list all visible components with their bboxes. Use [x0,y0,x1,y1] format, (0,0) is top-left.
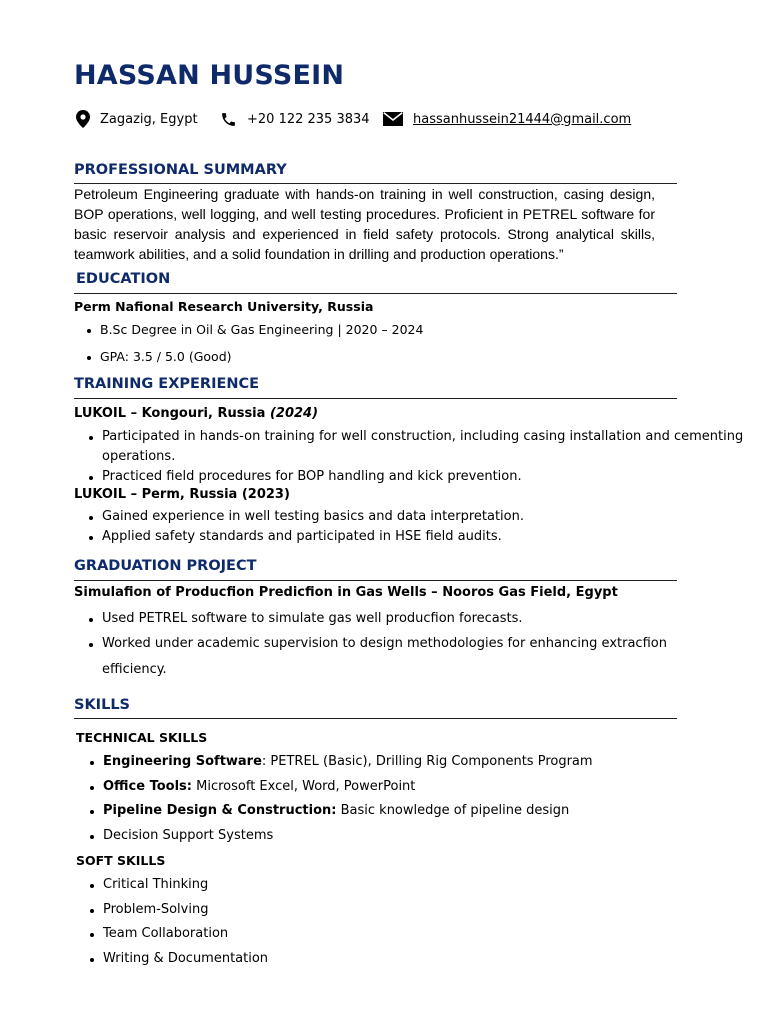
training-divider [74,398,677,399]
skill-label: Office Tools: [103,778,192,794]
list-item [87,801,593,821]
location-text: Zagazig, Egypt [100,111,198,127]
project-list [86,609,667,654]
summary-text: Petroleum Engineering graduate with hands-on training in well construction, casing design, BOP operations, well logging, and well testing procedures. Proficient in PETREL software for basic reservoir analysis and experienced in field safety protocols. Strong analytical skills, teamwork abilities, and a solid foundation in drilling and production operations.” [74,186,655,262]
training-list-1 [86,427,743,447]
skill-value: Microsoft Excel, Word, PowerPoint [192,778,416,794]
list-item: Gained experience in well testing basics and data interpretation. [86,507,524,527]
training-heading: TRAINING EXPERIENCE [74,376,260,392]
contact-phone [220,109,370,129]
skills-heading: SKILLS [74,697,130,713]
list-item: Practiced field procedures for BOP handling and kick prevention. [86,467,522,487]
education-institution: Perm Nafional Research University, Russia [74,299,374,314]
soft-skills-list [87,875,268,969]
email-link[interactable]: hassanhussein21444@gmail.com [413,111,632,127]
list-item: Team Collaboration [87,924,268,944]
training-org-1-name: LUKOIL – Kongouri, Russia [74,406,270,421]
list-item: Participated in hands-on training for well construction, including casing installation and cementing [86,427,743,447]
project-divider [74,580,677,581]
technical-skills-list [87,752,593,846]
education-heading: EDUCATION [76,271,171,287]
list-item [87,752,593,772]
training-org-2: LUKOIL – Perm, Russia (2023) [74,487,290,502]
list-item-continuation: efficiency. [102,662,167,677]
list-item-continuation: operations. [102,449,176,464]
training-list-1b [86,467,522,487]
contact-email [383,109,631,129]
skills-divider [74,718,677,719]
soft-skills-heading: SOFT SKILLS [76,853,166,868]
education-divider [74,293,677,294]
summary-heading: PROFESSIONAL SUMMARY [74,162,287,178]
project-title: Simulafion of Producfion Predicfion in Gas Wells – Nooros Gas Field, Egypt [74,585,618,600]
phone-text: +20 122 235 3834 [247,111,370,127]
list-item: Problem-Solving [87,900,268,920]
list-item: Applied safety standards and participated in HSE field audits. [86,527,524,547]
envelope-icon [383,112,403,126]
list-item: GPA: 3.5 / 5.0 (Good) [84,348,423,365]
technical-skills-heading: TECHNICAL SKILLS [76,730,208,745]
list-item: B.Sc Degree in Oil & Gas Engineering | 2020 – 2024 [84,321,423,338]
list-item [87,826,593,846]
training-org-1-year: (2024) [269,406,319,421]
contact-location [76,109,198,129]
skill-label: Engineering Software [103,754,262,769]
training-org-1 [74,406,318,421]
list-item: Critical Thinking [87,875,268,895]
education-list [84,321,423,365]
skill-value: Basic knowledge of pipeline design [336,803,570,818]
skill-label: Pipeline Design & Construction: [103,803,337,818]
list-item [87,777,593,797]
candidate-name: HASSAN HUSSEIN [74,60,345,91]
list-item: Worked under academic supervision to design methodologies for enhancing extracfion [86,634,667,654]
map-pin-icon [76,110,90,128]
list-item: Used PETREL software to simulate gas well producfion forecasts. [86,609,667,629]
project-heading: GRADUATION PROJECT [74,558,257,574]
skill-value: Decision Support Systems [103,827,274,843]
list-item: Writing & Documentation [87,949,268,969]
skill-value: : PETREL (Basic), Drilling Rig Components Program [261,754,593,769]
phone-icon [220,111,237,128]
training-list-2 [86,507,524,547]
